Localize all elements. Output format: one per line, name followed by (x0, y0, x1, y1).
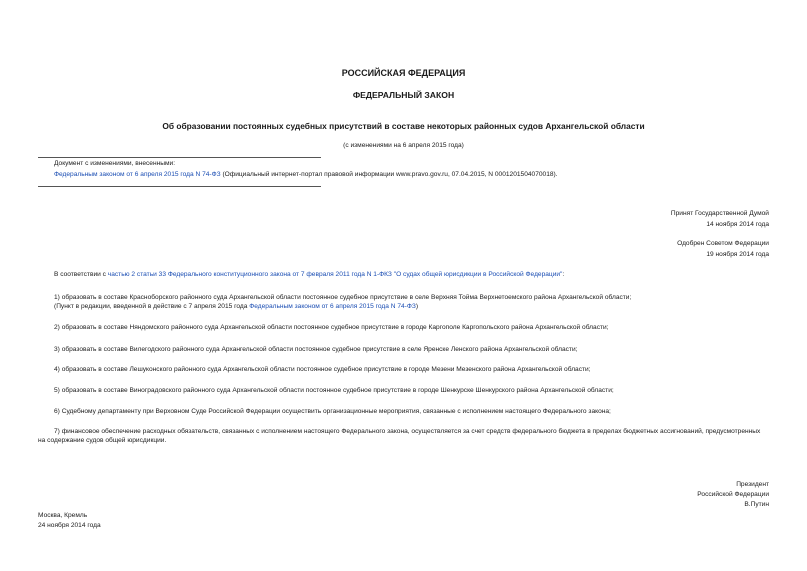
duma-adoption-date: 14 ноября 2014 года (706, 221, 769, 228)
amendments-intro: Документ с изменениями, внесенными: (54, 160, 176, 167)
council-approval-date: 19 ноября 2014 года (706, 251, 769, 258)
paragraph-1: 1) образовать в составе Красноборского районного суда Архангельской области постоянное судебное присутствие в селе Верхняя Тойма Верхнетоемского района Архангельской области; (54, 294, 632, 301)
preamble (54, 271, 564, 280)
amendments-source: (Официальный интернет-портал правовой информации www.pravo.gov.ru, 07.04.2015, N 0001201504070018). (220, 171, 558, 178)
signatory-country: Российской Федерации (697, 491, 769, 498)
preamble-before: В соответствии с (54, 271, 108, 278)
paragraph-1-note (54, 303, 418, 312)
signing-place: Москва, Кремль (38, 512, 88, 519)
law-title: Об образовании постоянных судебных присутствий в составе некоторых районных судов Архангельской области (162, 121, 645, 131)
paragraph-4: 4) образовать в составе Лешуконского районного суда Архангельской области постоянное судебное присутствие в городе Мезени Мезенского района Архангельской области; (54, 366, 591, 373)
amendments-bottom-rule (38, 186, 321, 187)
paragraph-5: 5) образовать в составе Виноградовского районного суда Архангельской области постоянное судебное присутствие в городе Шенкурске Шенкурского района Архангельской области; (54, 387, 614, 394)
law-type-heading: ФЕДЕРАЛЬНЫЙ ЗАКОН (352, 90, 455, 100)
paragraph-6: 6) Судебному департаменту при Верховном Суде Российской Федерации осуществить организационные мероприятия, связанные с исполнением настоящего Федерального закона; (54, 408, 611, 415)
paragraph-3: 3) образовать в составе Вилегодского районного суда Архангельской области постоянное судебное присутствие в селе Яренске Ленского района Архангельской области; (54, 346, 578, 353)
constitutional-law-link[interactable]: частью 2 статьи 33 Федерального конституционного закона от 7 февраля 2011 года N 1-ФКЗ "О судах общей юрисдикции в Российской Федерации" (107, 271, 563, 278)
note-after: ) (415, 303, 419, 310)
country-heading: РОССИЙСКАЯ ФЕДЕРАЦИЯ (341, 68, 466, 78)
duma-adoption-label: Принят Государственной Думой (670, 210, 769, 217)
amendments-line (54, 171, 558, 180)
preamble-after: : (562, 271, 565, 278)
council-approval-label: Одобрен Советом Федерации (677, 240, 769, 247)
signatory-title: Президент (736, 481, 769, 488)
signatory-name: В.Путин (744, 501, 769, 508)
paragraph-7: 7) финансовое обеспечение расходных обязательств, связанных с исполнением настоящего Федерального закона, осуществляется за счет средств федерального бюджета в пределах бюджетных ассигнований, предусмотренных на содержание судов общей юрисдикции. (38, 428, 761, 444)
note-before: (Пункт в редакции, введенной в действие с 7 апреля 2015 года (54, 303, 250, 310)
signing-date: 24 ноября 2014 года (38, 522, 101, 529)
amendments-top-rule (38, 157, 321, 158)
note-law-link[interactable]: Федеральным законом от 6 апреля 2015 года N 74-ФЗ (249, 303, 416, 310)
paragraph-2: 2) образовать в составе Няндомского районного суда Архангельской области постоянное судебное присутствие в городе Каргополе Каргопольского района Архангельской области; (54, 324, 609, 331)
amendment-law-link[interactable]: Федеральным законом от 6 апреля 2015 года N 74-ФЗ (54, 171, 221, 178)
revision-note: (с изменениями на 6 апреля 2015 года) (343, 142, 464, 149)
